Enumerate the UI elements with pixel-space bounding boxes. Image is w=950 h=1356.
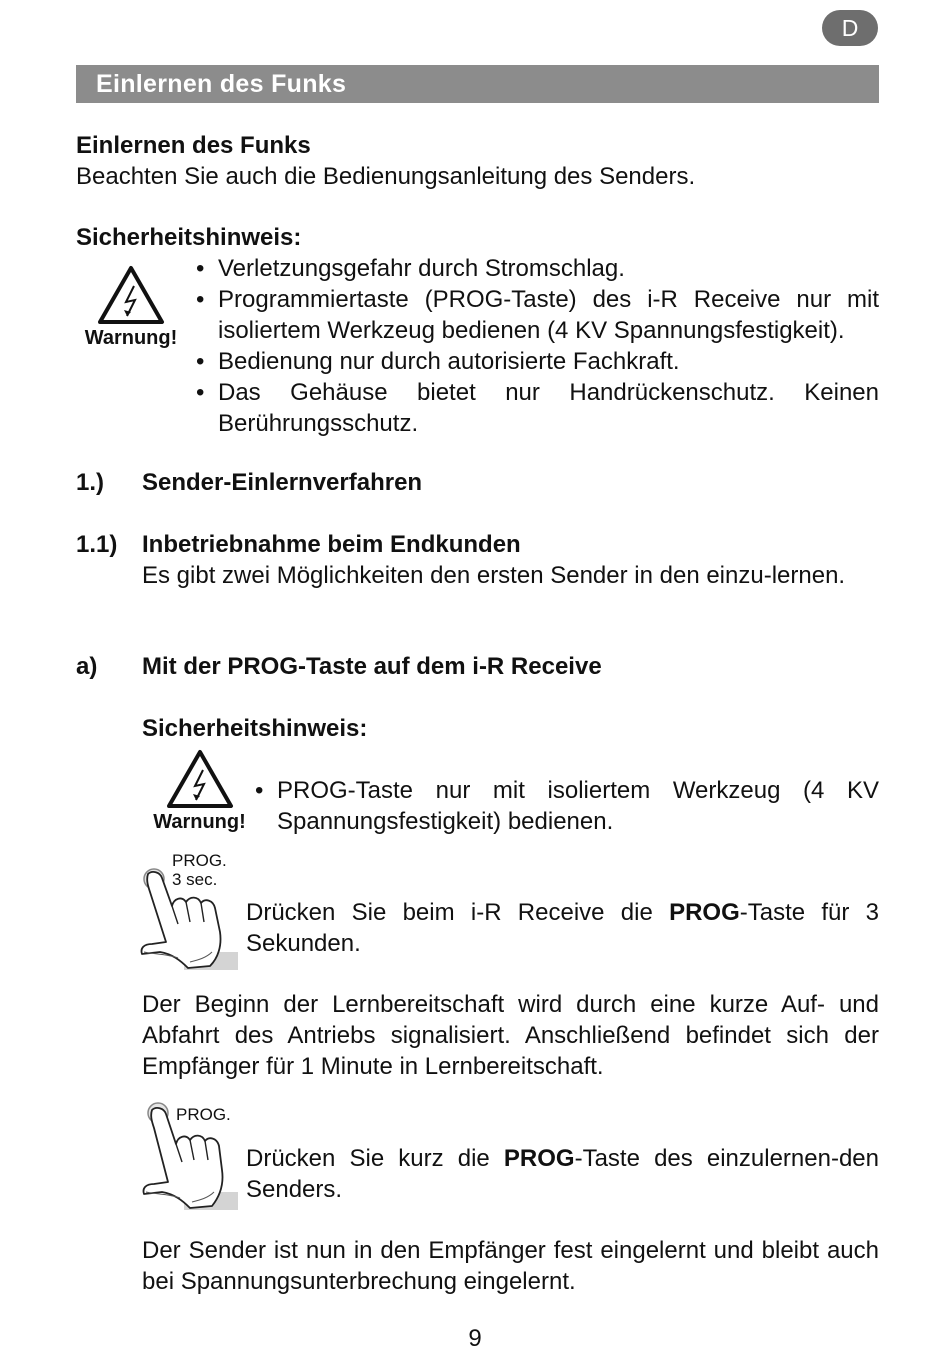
safety-heading: Sicherheitshinweis: [76, 224, 302, 251]
intro-text: Beachten Sie auch die Bedienungsanleitung des Senders. [76, 163, 696, 190]
section-header-title: Einlernen des Funks [96, 70, 347, 98]
hand-pressing-button-icon [138, 862, 238, 970]
safety-bullet: • Verletzungsgefahr durch Stromschlag. [196, 253, 879, 284]
warning-block [76, 264, 186, 350]
intro-heading: Einlernen des Funks [76, 132, 311, 159]
safety-bullet-list-2 [255, 775, 879, 837]
warning-block-2 [142, 748, 257, 834]
step-instruction: Drücken Sie beim i-R Receive die PROG-Taste für 3 Sekunden. [246, 899, 879, 957]
paragraph: Der Sender ist nun in den Empfänger fest eingelernt und bleibt auch bei Spannungsunterbrechung eingelernt. [142, 1237, 879, 1295]
safety-heading-2: Sicherheitshinweis: [142, 715, 368, 742]
option-title: Mit der PROG-Taste auf dem i-R Receive [142, 653, 602, 680]
page-number: 9 [468, 1325, 482, 1352]
language-badge: D [822, 10, 878, 46]
high-voltage-warning-icon [96, 264, 166, 326]
step-instruction: Drücken Sie kurz die PROG-Taste des einzulernen-den Senders. [246, 1145, 880, 1203]
safety-bullet: • Bedienung nur durch autorisierte Fachkraft. [196, 346, 879, 377]
section-title: Sender-Einlernverfahren [142, 469, 423, 496]
high-voltage-warning-icon [165, 748, 235, 810]
safety-bullet: • PROG-Taste nur mit isoliertem Werkzeug (4 KV Spannungsfestigkeit) bedienen. [255, 775, 879, 837]
section-number: 1.) [76, 469, 105, 496]
prog-label: PROG. [176, 1105, 231, 1124]
section-header-bar [76, 65, 879, 103]
warning-label-2: Warnung! [153, 811, 246, 833]
safety-bullet: • Programmiertaste (PROG-Taste) des i-R Receive nur mit isoliertem Werkzeug bedienen (4 KV Spannungsfestigkeit). [196, 284, 879, 346]
subsection-text: Es gibt zwei Möglichkeiten den ersten Sender in den einzu-lernen. [142, 562, 846, 589]
prog-label: PROG. [172, 851, 227, 870]
subsection-number: 1.1) [76, 531, 118, 558]
paragraph: Der Beginn der Lernbereitschaft wird durch eine kurze Auf- und Abfahrt des Antriebs signalisiert. Anschließend befindet sich der Empfänger für 1 Minute in Lernbereitschaft. [142, 991, 879, 1080]
option-letter: a) [76, 653, 98, 680]
subsection-title: Inbetriebnahme beim Endkunden [142, 531, 521, 558]
safety-bullet-list [196, 253, 879, 439]
prog-duration-label: 3 sec. [172, 870, 218, 889]
warning-label: Warnung! [84, 327, 178, 349]
hand-pressing-button-icon [138, 1100, 238, 1210]
safety-bullet: • Das Gehäuse bietet nur Handrückenschutz. Keinen Berührungsschutz. [196, 377, 879, 439]
